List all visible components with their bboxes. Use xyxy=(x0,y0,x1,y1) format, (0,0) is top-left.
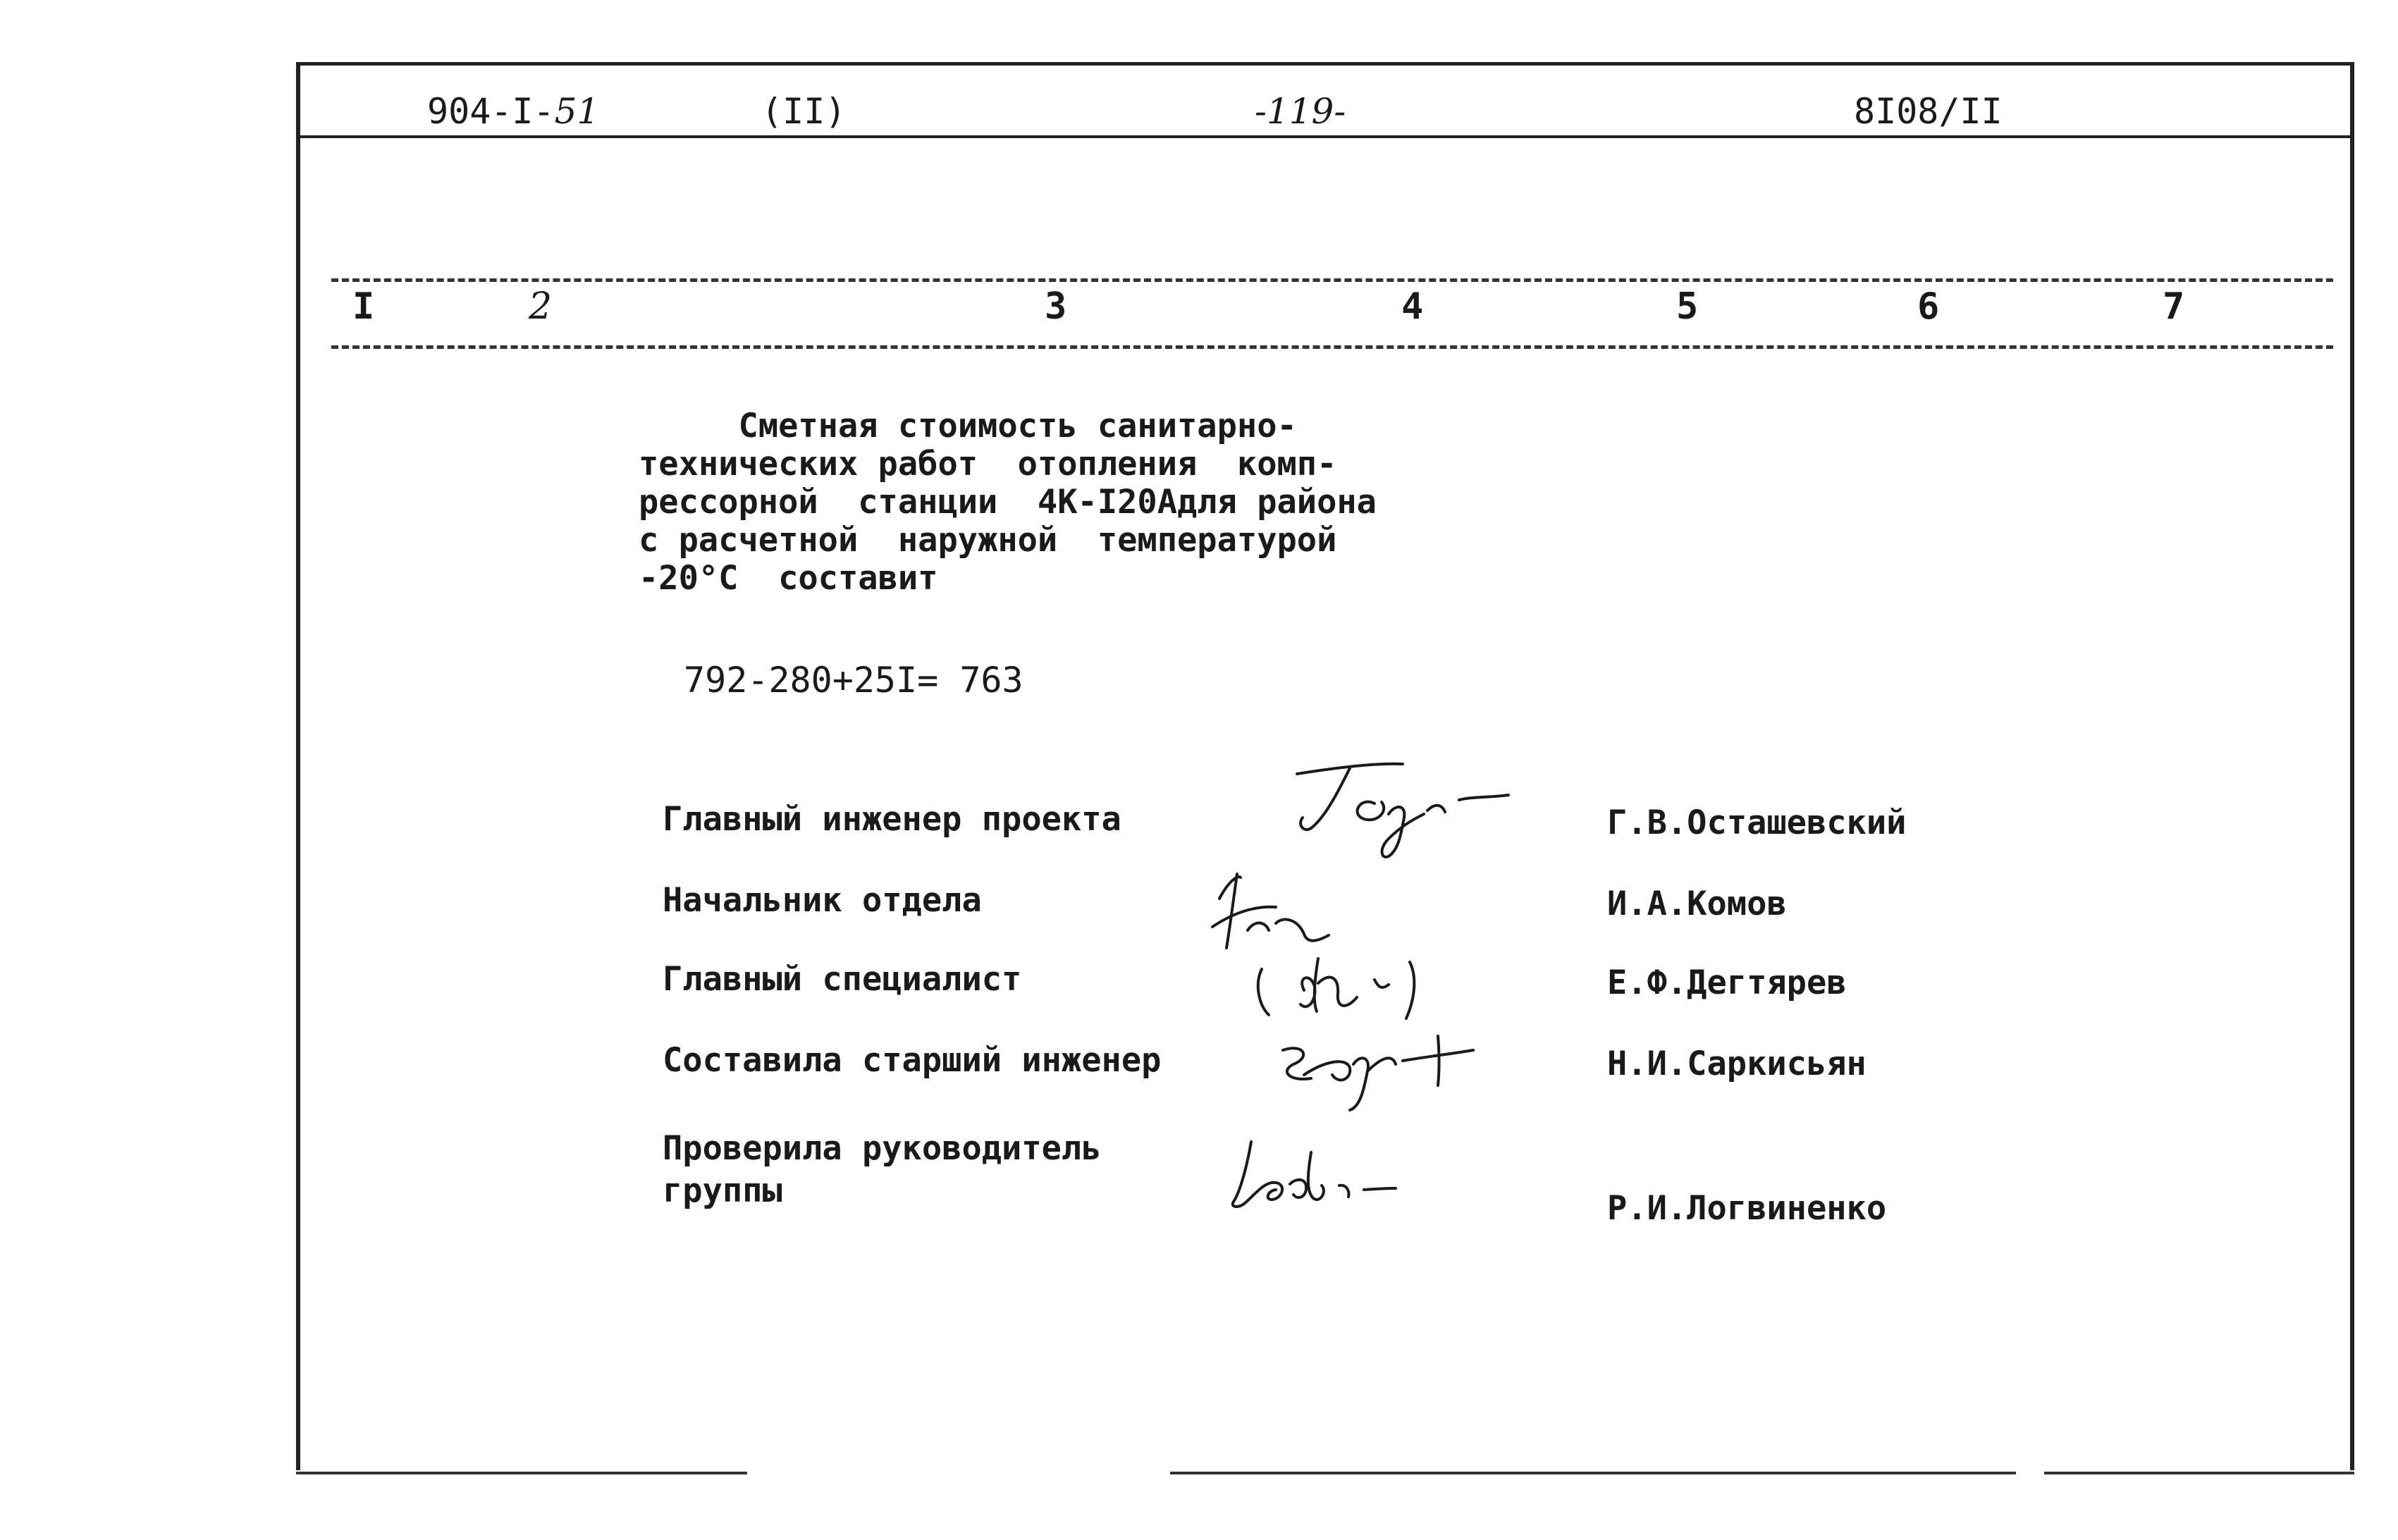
signature-group-leader xyxy=(1223,1128,1406,1219)
signature-senior-engineer xyxy=(1262,1022,1494,1121)
column-number-1: I xyxy=(352,285,375,328)
signatory-name: И.А.Комов xyxy=(1607,885,1787,923)
column-header-bottom-rule xyxy=(331,345,2333,349)
document-header xyxy=(296,62,2354,138)
doc-number-printed: 904-I- xyxy=(427,91,555,132)
doc-number-handwritten: 51 xyxy=(554,91,600,132)
bottom-rule-middle xyxy=(1170,1472,2016,1474)
signatory-title: Составила старший инженер xyxy=(663,1041,1162,1080)
column-number-5: 5 xyxy=(1676,285,1699,328)
signatory-name: Е.Ф.Дегтярев xyxy=(1607,963,1847,1002)
volume-number: (II) xyxy=(761,91,847,132)
estimate-text: Сметная стоимость санитарно- технических работ отопления комп- рессорной станции 4К-I20Адля района с расчетной наружной температурой -20°С составит xyxy=(639,407,1377,598)
column-header-top-rule xyxy=(331,278,2333,282)
sheet-code: 8I08/II xyxy=(1854,91,2003,132)
column-number-6: 6 xyxy=(1917,285,1940,328)
column-number-4: 4 xyxy=(1401,285,1424,328)
signatory-name: Р.И.Логвиненко xyxy=(1607,1189,1887,1228)
column-number-3: 3 xyxy=(1045,285,1067,328)
signature-chief-engineer xyxy=(1283,747,1537,867)
column-number-2: 2 xyxy=(529,285,553,328)
estimate-formula: 792-280+25I= 763 xyxy=(684,660,1023,701)
signatory-title: Начальник отдела xyxy=(663,881,982,920)
signatory-title: Главный специалист xyxy=(663,960,1022,999)
doc-number xyxy=(427,90,599,133)
bottom-rule-right xyxy=(2044,1472,2354,1474)
column-number-7: 7 xyxy=(2163,285,2185,328)
signatory-name: Г.В.Осташевский xyxy=(1607,803,1907,842)
signatory-title: Проверила руководитель группы xyxy=(663,1129,1102,1210)
bottom-rule-left xyxy=(296,1472,747,1474)
signatory-name: Н.И.Саркисьян xyxy=(1607,1045,1867,1083)
signature-chief-specialist xyxy=(1248,948,1473,1033)
signatory-title: Главный инженер проекта xyxy=(663,800,1121,839)
page-number: -119- xyxy=(1255,91,1346,132)
